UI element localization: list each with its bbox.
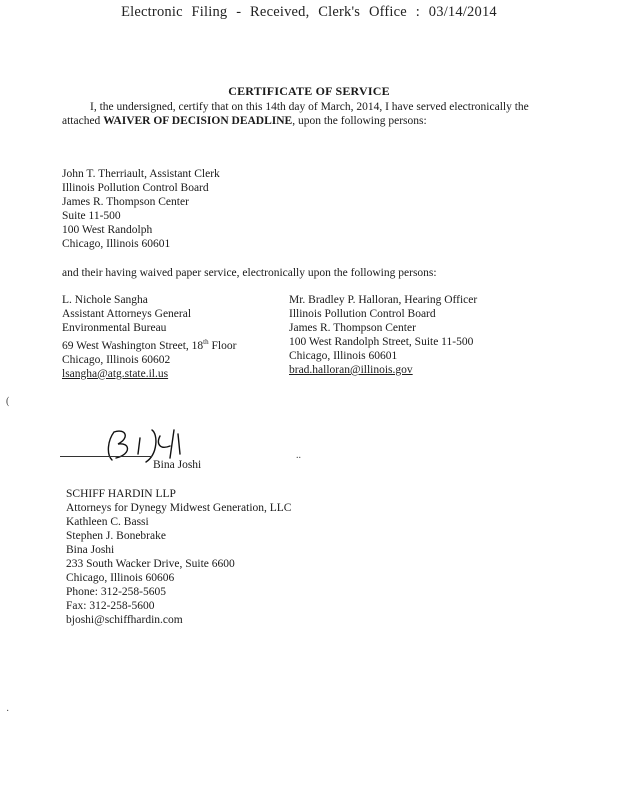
attorney-name: Bina Joshi [66,544,115,556]
address-line: James R. Thompson Center [62,196,189,208]
filing-stamp-header: Electronic Filing - Received, Clerk's Office : 03/14/2014 [121,4,497,20]
firm-city: Chicago, Illinois 60606 [66,572,175,584]
attorney-name: Kathleen C. Bassi [66,516,149,528]
signature-line [60,456,152,457]
service-list-right [289,293,477,377]
address-line: John T. Therriault, Assistant Clerk [62,168,220,180]
contact-street: 100 West Randolph Street, Suite 11-500 [289,336,474,348]
firm-fax: Fax: 312-258-5600 [66,600,155,612]
firm-name: SCHIFF HARDIN LLP [66,488,176,500]
contact-name: L. Nichole Sangha [62,294,148,306]
address-line: 100 West Randolph [62,224,153,236]
certification-paragraph [62,100,532,129]
firm-phone: Phone: 312-258-5605 [66,586,166,598]
address-line: Illinois Pollution Control Board [62,182,209,194]
contact-title: Assistant Attorneys General [62,308,192,320]
document-title: CERTIFICATE OF SERVICE [228,84,390,98]
contact-email-link[interactable]: lsangha@atg.state.il.us [62,367,169,380]
attorney-name: Stephen J. Bonebrake [66,530,166,542]
contact-dept: Environmental Bureau [62,322,167,334]
scan-artifact: .. [296,450,301,461]
firm-signature-block [66,487,291,627]
scan-artifact: ( [6,396,10,407]
contact-org: Illinois Pollution Control Board [289,308,436,320]
contact-city: Chicago, Illinois 60601 [289,350,398,362]
recipient-clerk-address [62,167,220,251]
waived-service-text: and their having waived paper service, electronically upon the following persons: [62,267,437,279]
contact-street: 69 West Washington Street, 18th Floor [62,338,237,352]
service-list-left [62,293,236,381]
intro-document-name: WAIVER OF DECISION DEADLINE [103,115,293,128]
firm-email: bjoshi@schiffhardin.com [66,614,183,626]
intro-text-1: I, the undersigned, certify that on this 14th day of March, 2014, I have served electronically the attached [62,101,529,128]
attorneys-for: Attorneys for Dynegy Midwest Generation, LLC [66,502,292,514]
contact-building: James R. Thompson Center [289,322,416,334]
address-line: Chicago, Illinois 60601 [62,238,171,250]
scan-artifact: · [6,706,10,717]
firm-street: 233 South Wacker Drive, Suite 6600 [66,558,235,570]
intro-text-2: , upon the following persons: [292,115,427,128]
contact-city: Chicago, Illinois 60602 [62,353,171,366]
contact-name: Mr. Bradley P. Halloran, Hearing Officer [289,294,478,306]
signer-name: Bina Joshi [153,459,202,471]
contact-email-link[interactable]: brad.halloran@illinois.gov [289,364,413,376]
address-line: Suite 11-500 [62,210,121,222]
